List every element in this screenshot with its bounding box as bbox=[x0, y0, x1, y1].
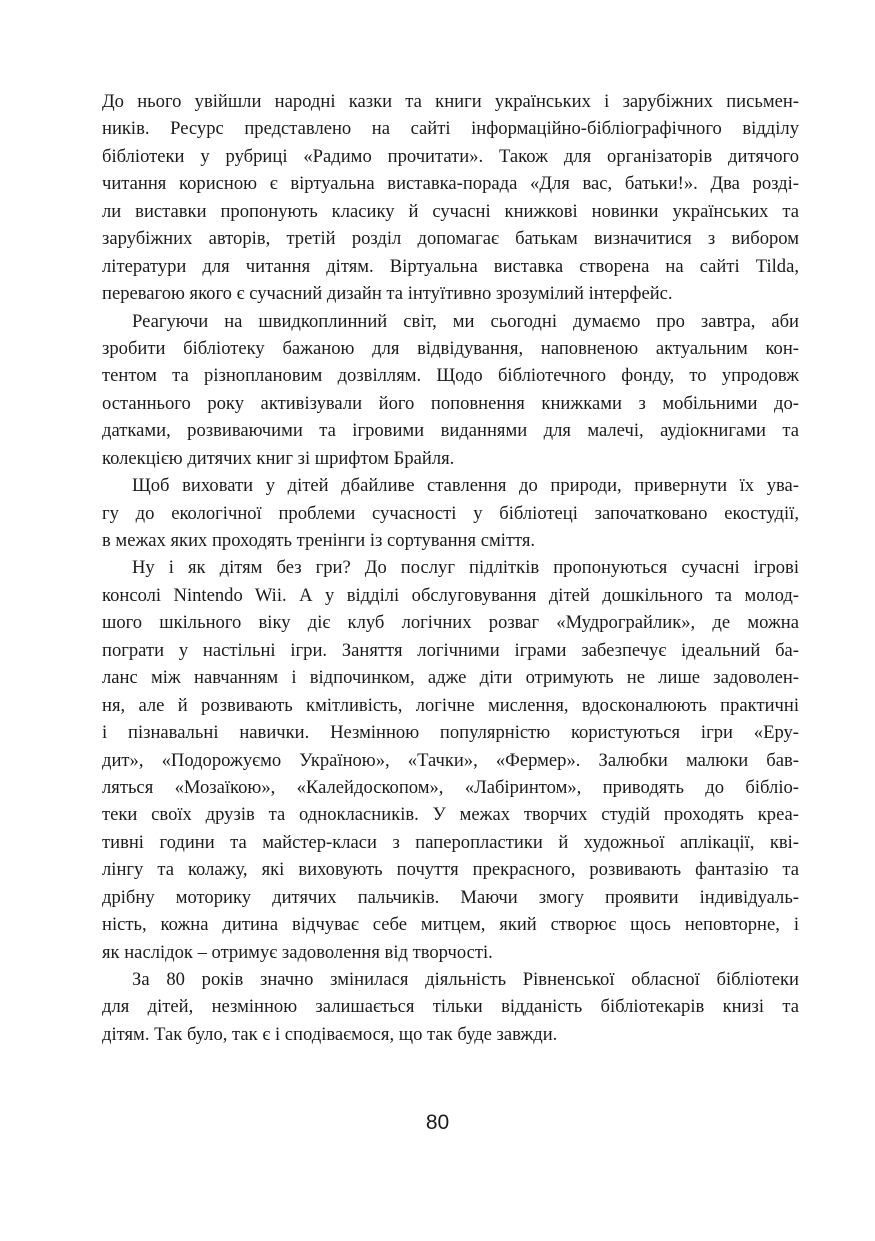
text-line: ня, але й розвивають кмітливість, логічне мислення, вдосконалюють практичні bbox=[102, 694, 799, 716]
text-line: перевагою якого є сучасний дизайн та інтуїтивно зрозумілий інтерфейс. bbox=[102, 283, 673, 305]
text-line: останнього року активізували його поповнення книжками з мобільними до- bbox=[102, 392, 799, 414]
text-line: Ну і як дітям без гри? До послуг підлітків пропонуються сучасні ігрові bbox=[132, 557, 799, 579]
text-line: ність, кожна дитина відчуває себе митцем, який створює щось неповторне, і bbox=[102, 914, 799, 936]
page-number: 80 bbox=[425, 1111, 450, 1134]
text-line: для дітей, незмінною залишається тільки відданість бібліотекарів книзі та bbox=[102, 996, 799, 1018]
text-line: і пізнавальні навички. Незмінною популярністю користуються ігри «Еру- bbox=[102, 722, 799, 744]
text-line: як наслідок – отримує задоволення від творчості. bbox=[102, 941, 493, 963]
text-line: дітям. Так було, так є і сподіваємося, що так буде завжди. bbox=[102, 1023, 558, 1045]
text-line: Реагуючи на швидкоплинний світ, ми сьогодні думаємо про завтра, аби bbox=[132, 310, 799, 332]
text-line: зарубіжних авторів, третій розділ допомагає батькам визначитися з вибором bbox=[102, 228, 799, 250]
text-line: теки своїх друзів та однокласників. У межах творчих студій проходять креа- bbox=[102, 804, 799, 826]
text-line: консолі Nintendo Wii. А у відділі обслуговування дітей дошкільного та молод- bbox=[102, 584, 799, 606]
paragraph bbox=[102, 88, 799, 308]
text-line: датками, розвиваючими та ігровими виданнями для малечі, аудіокнигами та bbox=[102, 420, 799, 442]
text-line: ланс між навчанням і відпочинком, адже діти отримують не лише задоволен- bbox=[102, 667, 799, 689]
paragraph bbox=[102, 554, 799, 966]
text-line: ляться «Мозаїкою», «Калейдоскопом», «Лабіринтом», приводять до бібліо- bbox=[102, 776, 799, 798]
text-line: ли виставки пропонують класику й сучасні книжкові новинки українських та bbox=[102, 200, 799, 222]
text-line: гу до екологічної проблеми сучасності у бібліотеці започатковано екостудії, bbox=[102, 502, 799, 524]
text-line: читання корисною є віртуальна виставка-порада «Для вас, батьки!». Два розді- bbox=[102, 173, 799, 195]
text-line: шого шкільного віку діє клуб логічних розваг «Мудрограйлик», де можна bbox=[102, 612, 799, 634]
paragraph bbox=[102, 966, 799, 1048]
text-line: колекцією дитячих книг зі шрифтом Брайля. bbox=[102, 447, 455, 469]
text-line: лінгу та колажу, які виховують почуття прекрасного, розвивають фантазію та bbox=[102, 859, 799, 881]
text-line: зробити бібліотеку бажаною для відвідування, наповненою актуальним кон- bbox=[102, 337, 799, 359]
text-line: За 80 років значно змінилася діяльність Рівненської обласної бібліотеки bbox=[132, 969, 799, 990]
body-text bbox=[102, 88, 799, 1048]
text-line: До нього увійшли народні казки та книги українських і зарубіжних письмен- bbox=[102, 91, 799, 112]
text-line: літератури для читання дітям. Віртуальна виставка створена на сайті Tilda, bbox=[102, 255, 799, 277]
paragraph bbox=[102, 308, 799, 473]
text-line: пограти у настільні ігри. Заняття логічними іграми забезпечує ідеальний ба- bbox=[102, 639, 799, 661]
text-line: Щоб виховати у дітей дбайливе ставлення до природи, привернути їх ува- bbox=[132, 475, 799, 497]
text-line: дрібну моторику дитячих пальчиків. Маючи змогу проявити індивідуаль- bbox=[102, 886, 799, 908]
text-line: ників. Ресурс представлено на сайті інформаційно-бібліографічного відділу bbox=[102, 118, 799, 140]
text-line: тентом та різноплановим дозвіллям. Щодо бібліотечного фонду, то упродовж bbox=[102, 365, 799, 387]
paragraph bbox=[102, 472, 799, 554]
text-line: бібліотеки у рубриці «Радимо прочитати». Також для організаторів дитячого bbox=[102, 145, 799, 167]
text-line: в межах яких проходять тренінги із сортування сміття. bbox=[102, 530, 536, 551]
text-line: дит», «Подорожуємо Україною», «Тачки», «Фермер». Залюбки малюки бав- bbox=[102, 749, 799, 771]
text-line: тивні години та майстер-класи з паперопластики й художньої аплікації, кві- bbox=[102, 831, 799, 853]
